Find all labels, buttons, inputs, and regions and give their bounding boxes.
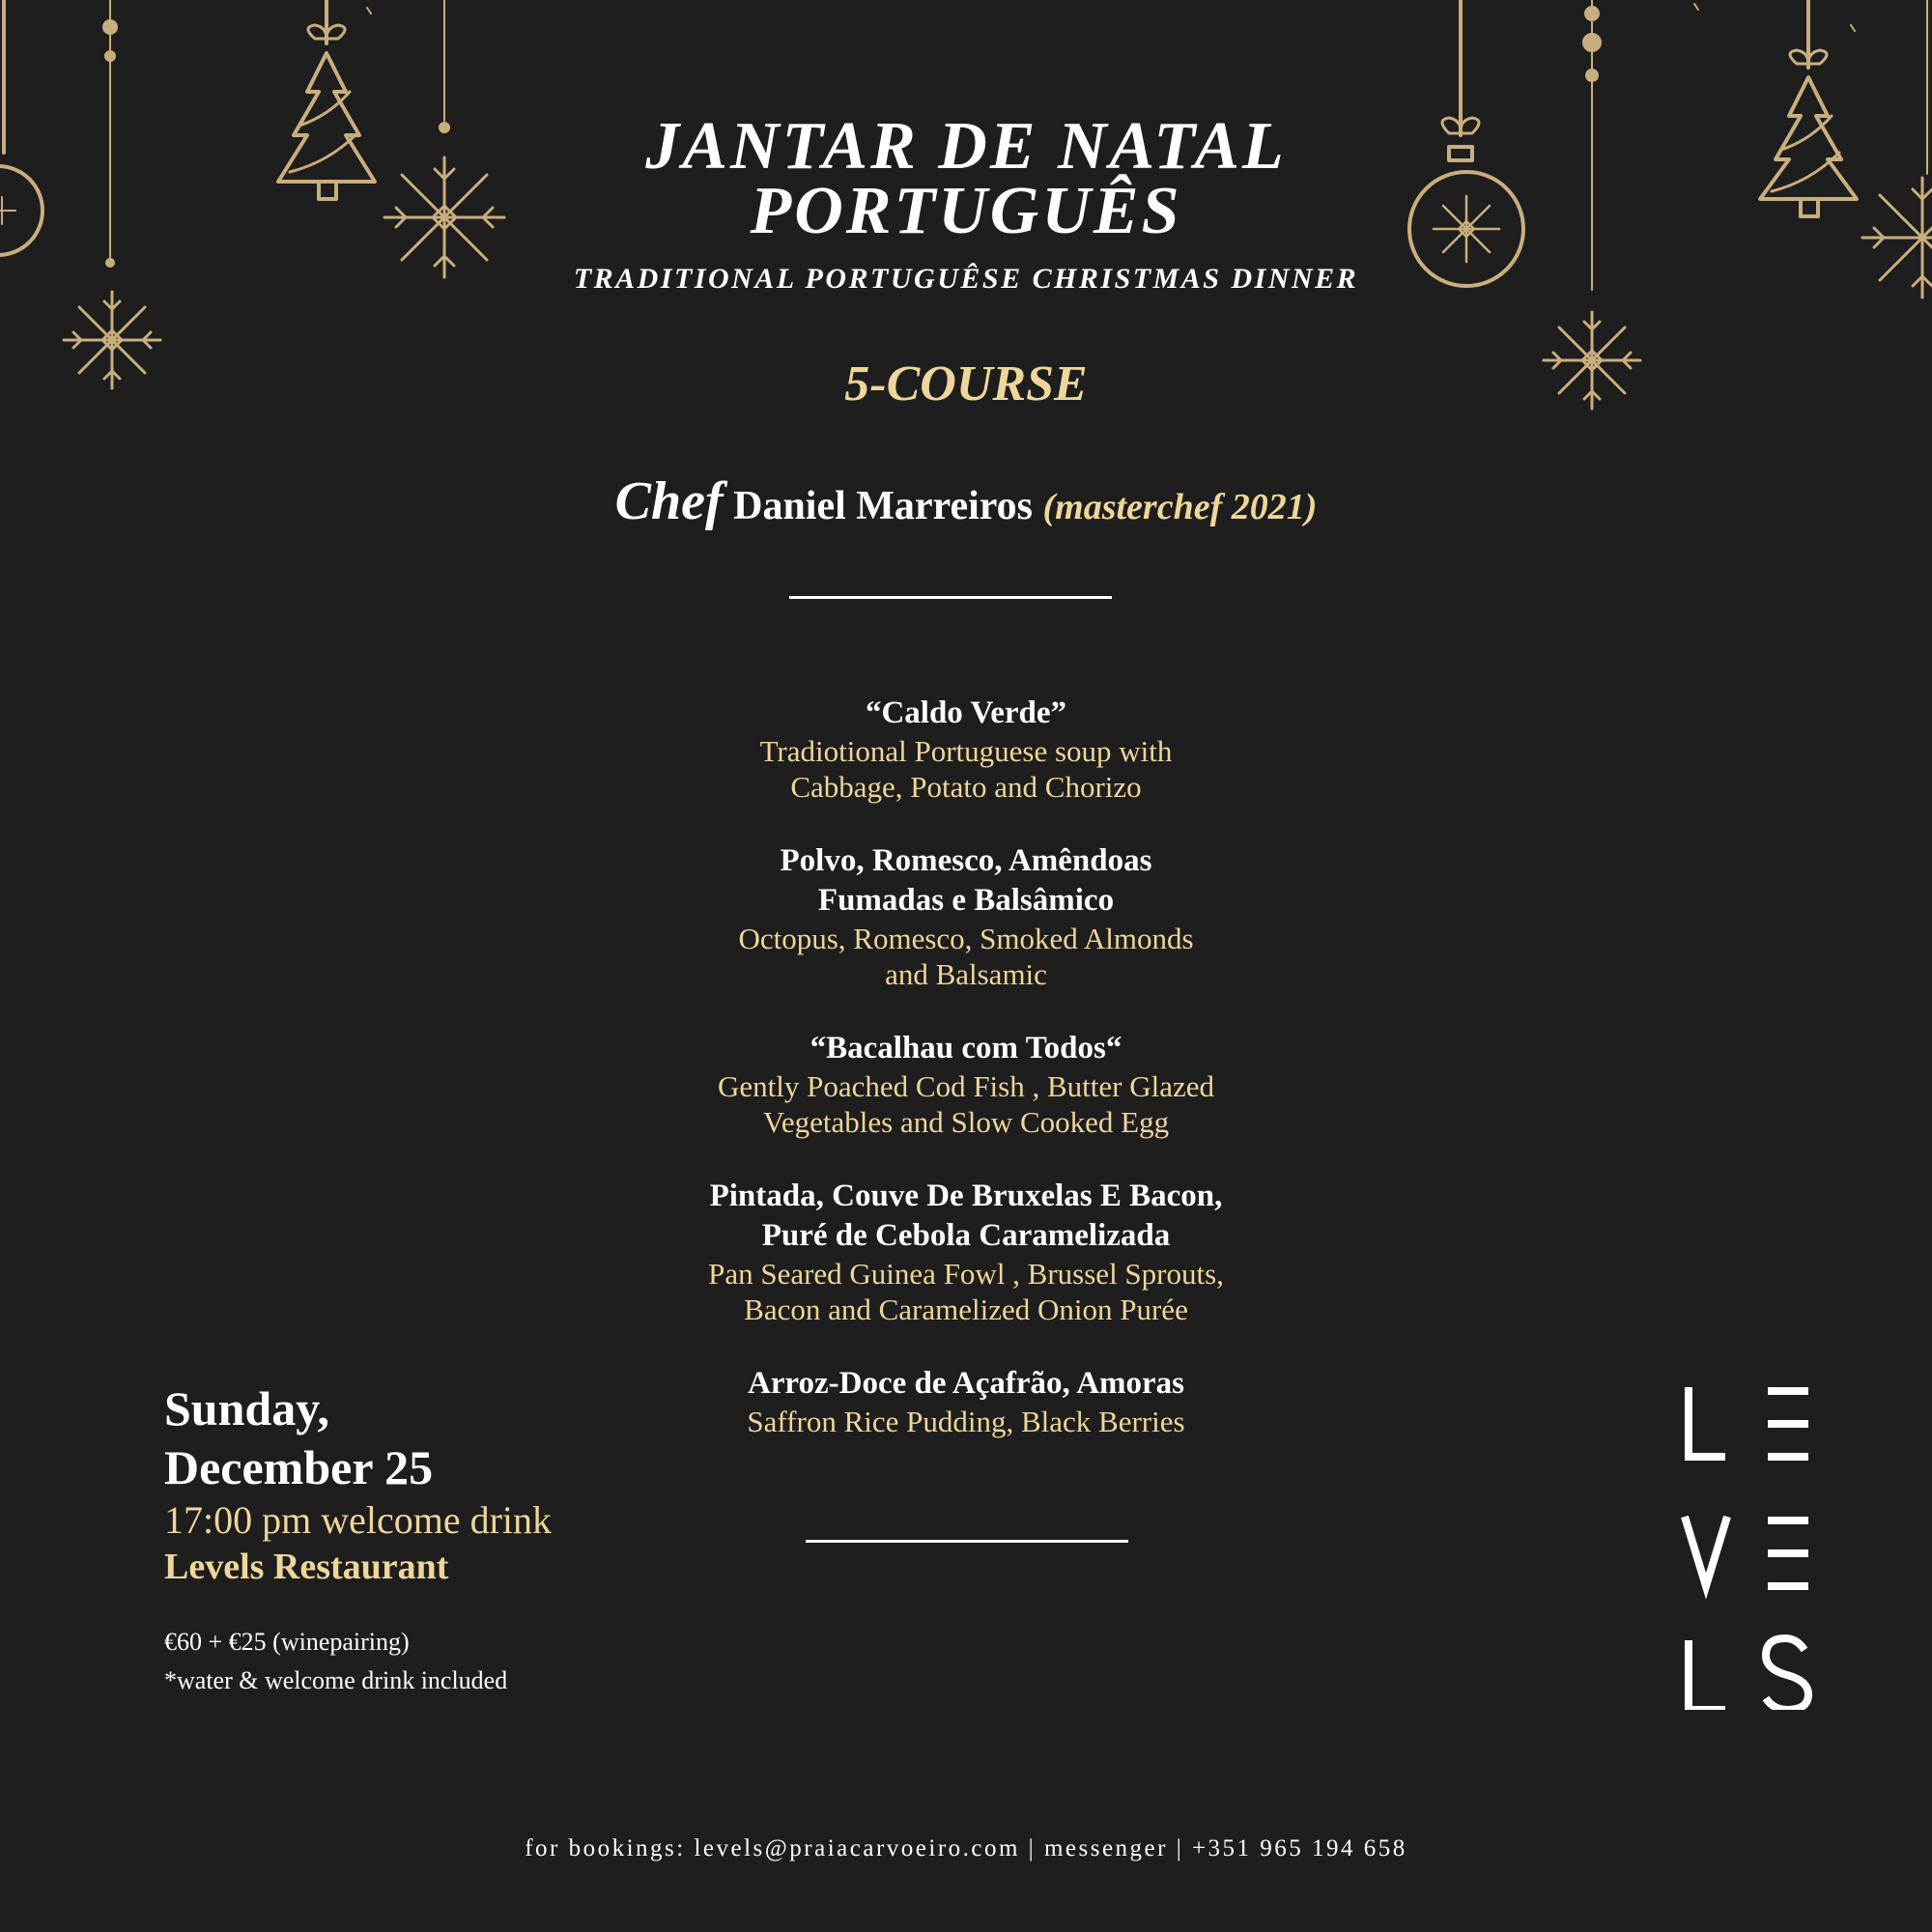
dish-description-en: Gently Poached Cod Fish , Butter Glazed Vegetables and Slow Cooked Egg bbox=[718, 1069, 1214, 1139]
dish-name-pt: Pintada, Couve De Bruxelas E Bacon, Puré de Cebola Caramelizada bbox=[709, 1179, 1223, 1253]
dish-description-en: Pan Seared Guinea Fowl , Brussel Sprouts, Bacon and Caramelized Onion Purée bbox=[708, 1257, 1224, 1326]
divider-bottom bbox=[806, 1540, 1128, 1543]
menu-course-1 bbox=[0, 694, 1932, 805]
course-count: 5-COURSE bbox=[844, 356, 1088, 412]
divider-top bbox=[789, 596, 1112, 599]
menu-list bbox=[0, 694, 1932, 1476]
chef-name: Daniel Marreiros bbox=[733, 484, 1033, 528]
dish-name-pt: “Bacalhau com Todos“ bbox=[810, 1031, 1122, 1065]
dish-description-en: Octopus, Romesco, Smoked Almonds and Balsamic bbox=[738, 922, 1194, 991]
menu-course-4 bbox=[0, 1177, 1932, 1327]
chef-word: Chef bbox=[614, 471, 724, 531]
levels-logo bbox=[1671, 1381, 1826, 1710]
dish-name-pt: Polvo, Romesco, Amêndoas Fumadas e Balsâmico bbox=[780, 843, 1152, 918]
menu-course-2 bbox=[0, 841, 1932, 992]
title-line-2: PORTUGUÊS bbox=[750, 174, 1182, 248]
booking-info: for bookings: levels@praiacarvoeiro.com | messenger | +351 965 194 658 bbox=[525, 1835, 1407, 1861]
dish-description-en: Saffron Rice Pudding, Black Berries bbox=[747, 1405, 1185, 1438]
dish-name-pt: Arroz-Doce de Açafrão, Amoras bbox=[747, 1366, 1185, 1401]
chef-line bbox=[0, 470, 1932, 532]
dish-name-pt: “Caldo Verde” bbox=[865, 696, 1067, 730]
event-date: Sunday, December 25 bbox=[164, 1381, 434, 1494]
chef-note: (masterchef 2021) bbox=[1042, 487, 1318, 527]
event-time: 17:00 pm welcome drink bbox=[164, 1498, 553, 1542]
title-line-1: JANTAR DE NATAL bbox=[645, 109, 1287, 184]
menu-course-3 bbox=[0, 1029, 1932, 1140]
dish-description-en: Tradiotional Portuguese soup with Cabbage, Potato and Chorizo bbox=[759, 734, 1173, 804]
event-note: *water & welcome drink included bbox=[164, 1666, 508, 1694]
event-price: €60 + €25 (winepairing) bbox=[164, 1628, 410, 1656]
event-venue: Levels Restaurant bbox=[164, 1547, 449, 1587]
event-details bbox=[164, 1379, 763, 1700]
subtitle: TRADITIONAL PORTUGUÊSE CHRISTMAS DINNER bbox=[573, 263, 1359, 295]
